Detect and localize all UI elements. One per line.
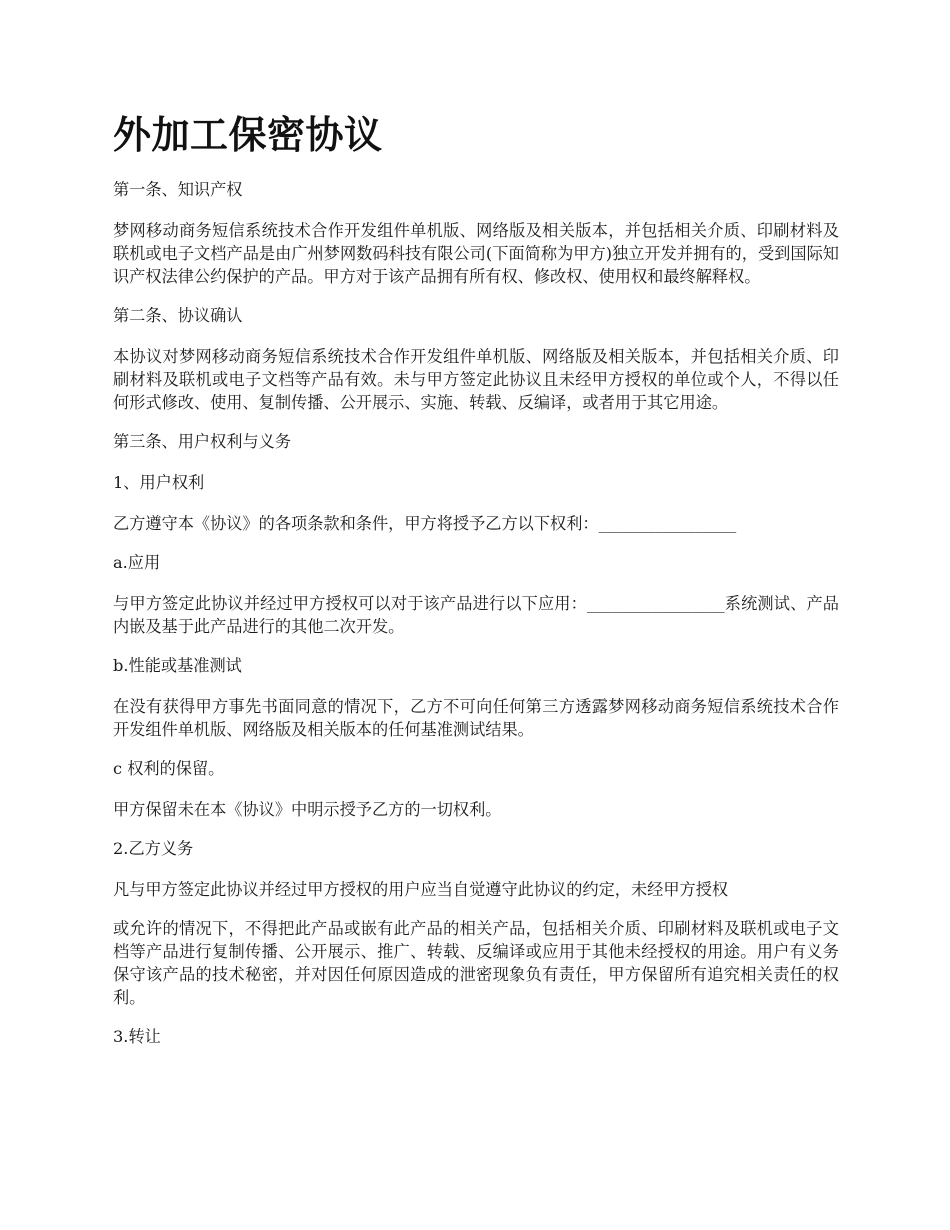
section-heading-agreement-confirmation: 第二条、协议确认 <box>113 306 243 325</box>
paragraph-application: 与甲方签定此协议并经过甲方授权可以对于该产品进行以下应用：_________________系统测试、产品内嵌及基于此产品进行的其他二次开发。 <box>113 594 839 636</box>
subheading-benchmark-testing: b.性能或基准测试 <box>113 656 242 675</box>
subheading-party-b-obligations: 2.乙方义务 <box>113 839 194 858</box>
document-title: 外加工保密协议 <box>113 112 383 157</box>
paragraph-obligations-intro: 凡与甲方签定此协议并经过甲方授权的用户应当自觉遵守此协议的约定，未经甲方授权 <box>113 880 729 899</box>
subheading-transfer: 3.转让 <box>113 1027 161 1046</box>
subheading-application: a.应用 <box>113 553 161 572</box>
section-heading-intellectual-property: 第一条、知识产权 <box>113 180 243 199</box>
document-body <box>113 178 839 1066</box>
paragraph-rights-reserved: 甲方保留未在本《协议》中明示授予乙方的一切权利。 <box>113 800 502 819</box>
subheading-user-rights: 1、用户权利 <box>113 473 205 492</box>
paragraph-rights-granted: 乙方遵守本《协议》的各项条款和条件，甲方将授予乙方以下权利：_________________ <box>113 514 737 533</box>
paragraph-benchmark-testing: 在没有获得甲方事先书面同意的情况下，乙方不可向任何第三方透露梦网移动商务短信系统技术合作开发组件单机版、网络版及相关版本的任何基准测试结果。 <box>113 697 839 739</box>
subheading-rights-reserved: c 权利的保留。 <box>113 759 225 778</box>
paragraph-agreement-confirmation: 本协议对梦网移动商务短信系统技术合作开发组件单机版、网络版及相关版本，并包括相关介质、印刷材料及联机或电子文档等产品有效。未与甲方签定此协议且未经甲方授权的单位或个人，不得以任何形式修改、使用、复制传播、公开展示、实施、转载、反编译，或者用于其它用途。 <box>113 347 839 412</box>
paragraph-obligations-detail: 或允许的情况下，不得把此产品或嵌有此产品的相关产品，包括相关介质、印刷材料及联机或电子文档等产品进行复制传播、公开展示、推广、转载、反编译或应用于其他未经授权的用途。用户有义务保守该产品的技术秘密，并对因任何原因造成的泄密现象负有责任，甲方保留所有追究相关责任的权利。 <box>113 919 839 1007</box>
paragraph-intellectual-property: 梦网移动商务短信系统技术合作开发组件单机版、网络版及相关版本，并包括相关介质、印刷材料及联机或电子文档产品是由广州梦网数码科技有限公司(下面简称为甲方)独立开发并拥有的，受到国际知识产权法律公约保护的产品。甲方对于该产品拥有所有权、修改权、使用权和最终解释权。 <box>113 221 839 286</box>
section-heading-user-rights-obligations: 第三条、用户权利与义务 <box>113 432 292 451</box>
